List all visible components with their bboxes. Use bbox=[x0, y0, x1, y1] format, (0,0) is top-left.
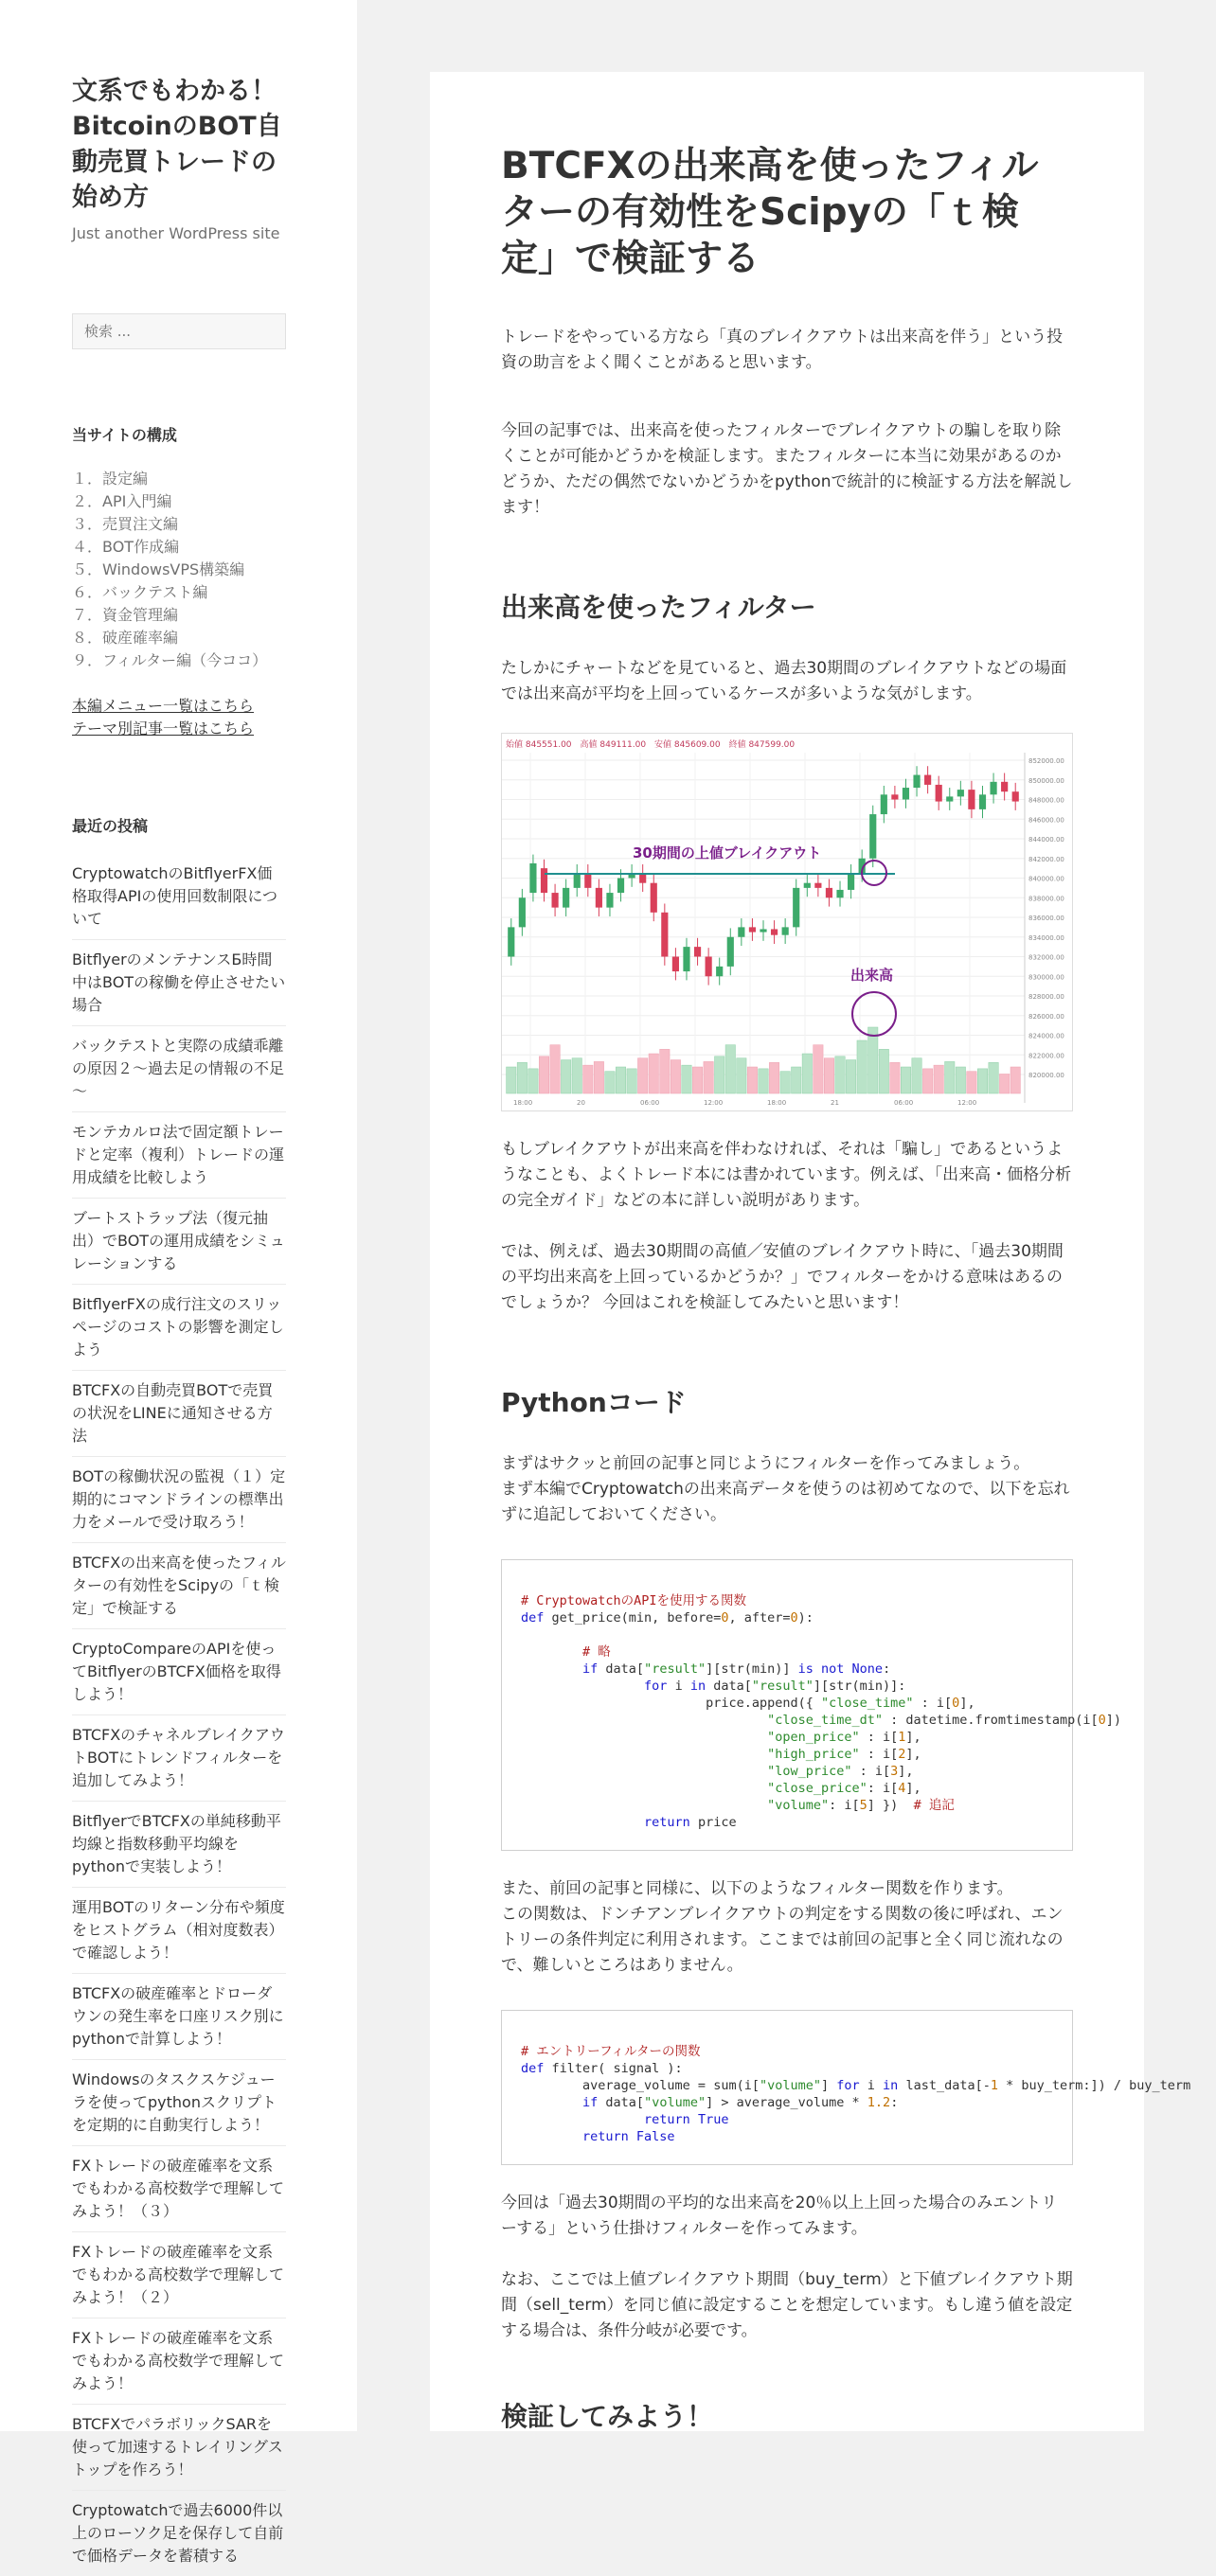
recent-post-link[interactable]: BTCFXでパラボリックSARを使って加速するトレイリングストップを作ろう！ bbox=[72, 2404, 286, 2490]
candle-down bbox=[551, 893, 558, 908]
volume-bar bbox=[956, 1067, 965, 1093]
menu-item[interactable]: ２．API入門編 bbox=[72, 492, 172, 510]
recent-post-link[interactable]: FXトレードの破産確率を文系でもわかる高校数学で理解してみよう！（３） bbox=[72, 2145, 286, 2231]
candle-up bbox=[683, 947, 689, 971]
theme-articles-link[interactable]: テーマ別記事一覧はこちら bbox=[72, 720, 255, 737]
volume-bar bbox=[660, 1050, 670, 1094]
x-tick-label: 20 bbox=[577, 1099, 585, 1108]
candle-down bbox=[968, 790, 975, 809]
candle-up bbox=[563, 888, 569, 908]
volume-bar bbox=[792, 1067, 801, 1093]
recent-post-link[interactable]: BTCFXの出来高を使ったフィルターの有効性をScipyの「ｔ検定」で検証する bbox=[72, 1542, 286, 1628]
candle-up bbox=[782, 928, 789, 935]
volume-bar bbox=[561, 1060, 570, 1093]
volume-bar bbox=[977, 1069, 987, 1093]
y-tick-label: 822000.00 bbox=[1028, 1052, 1064, 1060]
volume-bar bbox=[846, 1060, 855, 1093]
volume-bar bbox=[912, 1058, 921, 1093]
y-tick-label: 836000.00 bbox=[1028, 915, 1064, 923]
candle-down bbox=[694, 947, 701, 956]
section-heading-verify: 検証してみよう！ bbox=[501, 2401, 714, 2433]
volume-bar bbox=[857, 1040, 867, 1093]
candle-up bbox=[738, 928, 744, 937]
volume-bar bbox=[879, 1050, 888, 1094]
volume-bar bbox=[737, 1058, 746, 1093]
paragraph: 今回は「過去30期間の平均的な出来高を20％以上上回った場合のみエントリーする」という仕掛けフィルターを作ってみます。 bbox=[501, 2194, 1058, 2239]
volume-bar bbox=[967, 1072, 976, 1093]
candle-up bbox=[574, 874, 581, 889]
menu-item[interactable]: ８．破産確率編 bbox=[72, 629, 179, 647]
site-title[interactable]: 文系でもわかる！BitcoinのBOT自動売買トレードの始め方 bbox=[72, 77, 282, 212]
volume-bar bbox=[759, 1069, 768, 1093]
y-tick-label: 830000.00 bbox=[1028, 973, 1064, 982]
y-tick-label: 834000.00 bbox=[1028, 934, 1064, 942]
menu-links bbox=[72, 695, 285, 740]
candle-down bbox=[936, 785, 942, 802]
candle-up bbox=[881, 795, 887, 815]
candle-up bbox=[804, 883, 811, 888]
x-tick-label: 21 bbox=[831, 1099, 839, 1108]
candle-down bbox=[661, 913, 668, 957]
recent-post-link[interactable]: モンテカルロ法で固定額トレードと定率（複利）トレードの運用成績を比較しよう bbox=[72, 1111, 286, 1198]
recent-post-link[interactable]: バックテストと実際の成績乖離の原因２～過去足の情報の不足～ bbox=[72, 1025, 286, 1111]
recent-posts-list bbox=[72, 862, 286, 2576]
candle-down bbox=[651, 883, 657, 913]
volume-bar bbox=[814, 1045, 823, 1093]
x-tick-label: 06:00 bbox=[640, 1099, 660, 1108]
volume-bar bbox=[989, 1063, 998, 1094]
candle-up bbox=[946, 797, 953, 802]
recent-post-link[interactable]: BitflyerのメンテナンスБ時間中はBOTの稼働を停止させたい場合 bbox=[72, 939, 286, 1025]
y-tick-label: 838000.00 bbox=[1028, 895, 1064, 903]
recent-posts-title: 最近の投稿 bbox=[72, 817, 149, 835]
volume-annotation: 出来高 bbox=[850, 967, 894, 985]
menu-item[interactable]: ６．バックテスト編 bbox=[72, 583, 208, 601]
volume-bar bbox=[1010, 1067, 1020, 1093]
volume-bar bbox=[945, 1062, 955, 1094]
volume-bar bbox=[682, 1065, 691, 1093]
breakout-annotation: 30期間の上値ブレイクアウト bbox=[633, 844, 822, 862]
candle-down bbox=[826, 888, 832, 897]
y-tick-label: 826000.00 bbox=[1028, 1013, 1064, 1021]
volume-bar bbox=[528, 1069, 538, 1093]
recent-post-link[interactable]: FXトレードの破産確率を文系でもわかる高校数学で理解してみよう！ bbox=[72, 2318, 286, 2404]
paragraph: もしブレイクアウトが出来高を伴わなければ、それは「騙し」であるというようなことも、よくトレード本には書かれています。例えば、「出来高・価格分析の完全ガイド」などの本に詳しい説明があります。 bbox=[501, 1140, 1072, 1211]
y-tick-label: 844000.00 bbox=[1028, 836, 1064, 844]
volume-bar bbox=[671, 1060, 680, 1093]
volume-bar bbox=[507, 1067, 516, 1093]
site-structure-list bbox=[72, 468, 285, 672]
volume-bar bbox=[868, 1027, 878, 1093]
x-tick-label: 18:00 bbox=[767, 1099, 787, 1108]
y-tick-label: 840000.00 bbox=[1028, 875, 1064, 883]
volume-bar bbox=[692, 1067, 702, 1093]
y-tick-label: 850000.00 bbox=[1028, 777, 1064, 785]
candle-down bbox=[1012, 791, 1019, 801]
recent-post-link[interactable]: 運用BOTのリターン分布や頻度をヒストグラム（相対度数表）で確認しよう！ bbox=[72, 1887, 286, 1973]
y-tick-label: 848000.00 bbox=[1028, 796, 1064, 805]
volume-bar bbox=[594, 1062, 603, 1094]
candle-up bbox=[727, 937, 734, 967]
menu-item[interactable]: ３．売買注文編 bbox=[72, 515, 179, 533]
y-tick-label: 842000.00 bbox=[1028, 856, 1064, 863]
candle-up bbox=[903, 788, 909, 799]
candle-down bbox=[672, 957, 679, 972]
candle-up bbox=[760, 930, 766, 933]
volume-bar bbox=[616, 1067, 625, 1093]
recent-post-link[interactable]: Cryptowatchで過去6000件以上のローソク足を保存して自前で価格データを蓄積する bbox=[72, 2490, 286, 2576]
candle-up bbox=[793, 888, 799, 928]
candle-up bbox=[606, 893, 613, 908]
intro-paragraph: トレードをやっている方なら「真のブレイクアウトは出来高を伴う」という投資の助言をよく聞くことがあると思います。 bbox=[501, 328, 1064, 373]
paragraph: なお、ここでは上値ブレイクアウト期間（buy_term）と下値ブレイクアウト期間（sell_term）を同じ値に設定することを想定しています。もし違う値を設定する場合は、条件分岐が必要です。 bbox=[501, 2270, 1073, 2341]
volume-bar bbox=[714, 1057, 724, 1093]
candle-up bbox=[990, 782, 996, 794]
candle-down bbox=[924, 775, 931, 785]
x-tick-label: 12:00 bbox=[704, 1099, 724, 1108]
volume-bar bbox=[922, 1069, 932, 1093]
volume-bar bbox=[627, 1069, 636, 1093]
volume-bar bbox=[747, 1067, 757, 1093]
x-tick-label: 18:00 bbox=[513, 1099, 533, 1108]
post-title: BTCFXの出来高を使ったフィルターの有効性をScipyの「ｔ検定」で検証する bbox=[501, 145, 1039, 280]
recent-post-link[interactable]: CryptoCompareのAPIを使ってBitflyerのBTCFX価格を取得しよう！ bbox=[72, 1628, 286, 1714]
volume-bar bbox=[890, 1063, 900, 1094]
volume-bar bbox=[637, 1058, 647, 1093]
candle-down bbox=[771, 930, 778, 935]
recent-post-link[interactable]: BTCFXのチャネルブレイクアウトBOTにトレンドフィルターを追加してみよう！ bbox=[72, 1714, 286, 1801]
recent-post-link[interactable]: BitflyerFXの成行注文のスリッページのコストの影響を測定しよう bbox=[72, 1284, 286, 1370]
candle-up bbox=[716, 967, 723, 976]
x-tick-label: 12:00 bbox=[957, 1099, 977, 1108]
candle-down bbox=[1001, 782, 1008, 791]
volume-bar bbox=[539, 1057, 548, 1093]
candle-down bbox=[749, 928, 756, 933]
recent-post-link[interactable]: BitflyerでBTCFXの単純移動平均線と指数移動平均線をpythonで実装しよう！ bbox=[72, 1801, 286, 1887]
candle-down bbox=[596, 888, 602, 908]
paragraph: また、前回の記事と同様に、以下のようなフィルター関数を作ります。 この関数は、ドンチアンブレイクアウトの判定をする関数の後に呼ばれ、エントリーの条件判定に利用されます。ここまでは前回の記事と全く同じ流れなので、難しいところはありません。 bbox=[501, 1879, 1064, 1976]
candle-down bbox=[541, 868, 547, 893]
candle-down bbox=[584, 874, 591, 889]
volume-bar bbox=[769, 1063, 778, 1094]
search-input[interactable] bbox=[72, 313, 286, 349]
sidebar bbox=[0, 0, 357, 2565]
candle-down bbox=[706, 957, 712, 977]
y-tick-label: 852000.00 bbox=[1028, 757, 1064, 766]
code-block-get-price: # CryptowatchのAPIを使用する関数 def get_price(min, before=0, after=0): # 略 if data["result"][str(min)] is not None: for i in data["result"][str(min)]: price.append({ "close_time" : i[0], "close_time_dt" : datetime.fromtimestamp(i[0]) "open_price" : i[1], "high_price" : i[2], "low_price" : i[3], "close_price": i[4], "volume": i[5] }) # 追記 return price bbox=[501, 1559, 1073, 1851]
volume-bar bbox=[517, 1063, 527, 1094]
recent-post-link[interactable]: FXトレードの破産確率を文系でもわかる高校数学で理解してみよう！（２） bbox=[72, 2231, 286, 2318]
section-heading-filter: 出来高を使ったフィルター bbox=[501, 592, 816, 624]
candle-up bbox=[529, 863, 536, 893]
candle-up bbox=[979, 795, 986, 810]
candle-up bbox=[836, 890, 843, 897]
candle-down bbox=[814, 883, 821, 888]
menu-item[interactable]: ９．フィルター編（今ココ） bbox=[72, 651, 268, 669]
recent-post-link[interactable]: ブートストラップ法（復元抽出）でBOTの運用成績をシミュレーションする bbox=[72, 1198, 286, 1284]
volume-bar bbox=[901, 1067, 910, 1093]
volume-bar bbox=[999, 1075, 1009, 1094]
recent-post-link[interactable]: BTCFXの破産確率とドローダウンの発生率を口座リスク別にpythonで計算しよう！ bbox=[72, 1973, 286, 2059]
paragraph: では、例えば、過去30期間の高値／安値のブレイクアウト時に、「過去30期間の平均出来高を上回っているかどうか？」でフィルターをかける意味はあるのでしょうか？ 今回はこれを検証してみたいと思います！ bbox=[501, 1242, 1064, 1313]
y-tick-label: 846000.00 bbox=[1028, 816, 1064, 825]
y-tick-label: 832000.00 bbox=[1028, 953, 1064, 962]
menu-item[interactable]: ５．WindowsVPS構築編 bbox=[72, 560, 245, 578]
candlestick-chart-svg bbox=[502, 734, 1072, 1110]
paragraph: まずはサクッと前回の記事と同じようにフィルターを作ってみましょう。 まず本編でCryptowatchの出来高データを使うのは初めてなので、以下を忘れずに追記しておいてください。 bbox=[501, 1454, 1070, 1525]
article bbox=[430, 72, 1191, 2433]
volume-bar bbox=[605, 1072, 615, 1093]
menu-item[interactable]: ７．資金管理編 bbox=[72, 606, 179, 624]
menu-item[interactable]: １．設定編 bbox=[72, 470, 149, 488]
chart-ohlc-header: 始値 845551.00 高値 849111.00 安値 845609.00 終値 847599.00 bbox=[506, 740, 796, 751]
volume-bar bbox=[780, 1072, 790, 1093]
candle-up bbox=[957, 790, 964, 796]
volume-bar bbox=[572, 1058, 581, 1093]
candle-up bbox=[508, 928, 514, 957]
volume-bar bbox=[934, 1065, 943, 1093]
candle-up bbox=[519, 898, 526, 928]
menu-widget-title: 当サイトの構成 bbox=[72, 426, 177, 444]
candle-up bbox=[913, 775, 920, 788]
code-block-filter: # エントリーフィルターの関数 def filter( signal ): average_volume = sum(i["volume"] for i in last_data[-1 * buy_term:]) / buy_term if data["volume"] > average_volume * 1.2: return True return False bbox=[501, 2010, 1073, 2165]
candle-up bbox=[869, 814, 876, 859]
paragraph: たしかにチャートなどを見ていると、過去30期間のブレイクアウトなどの場面では出来高が平均を上回っているケースが多いような気がします。 bbox=[501, 659, 1067, 704]
candle-down bbox=[891, 795, 898, 800]
candle-up bbox=[617, 879, 624, 894]
volume-bar bbox=[550, 1045, 560, 1093]
volume-bar bbox=[704, 1062, 713, 1094]
x-tick-label: 06:00 bbox=[894, 1099, 914, 1108]
recent-post-link[interactable]: BOTの稼働状況の監視（１）定期的にコマンドラインの標準出力をメールで受け取ろう！ bbox=[72, 1456, 286, 1542]
y-tick-label: 820000.00 bbox=[1028, 1072, 1064, 1080]
paragraph: 今回の記事では、出来高を使ったフィルターでブレイクアウトの騙しを取り除くことが可能かどうかを検証します。またフィルターに本当に効果があるのかどうか、ただの偶然でないかどうかをpythonで統計的に検証する方法を解説します！ bbox=[501, 421, 1073, 518]
volume-bar bbox=[649, 1054, 658, 1093]
volume-bar bbox=[802, 1054, 812, 1093]
candlestick-chart-image bbox=[501, 733, 1073, 1111]
site-description: Just another WordPress site bbox=[72, 224, 280, 242]
candle-up bbox=[848, 874, 854, 891]
menu-item[interactable]: ４．BOT作成編 bbox=[72, 538, 180, 556]
volume-bar bbox=[583, 1065, 593, 1093]
recent-post-link[interactable]: CryptowatchのBitflyerFX価格取得APIの使用回数制限について bbox=[72, 864, 277, 928]
volume-bar bbox=[824, 1058, 833, 1093]
main-menu-link[interactable]: 本編メニュー一覧はこちら bbox=[72, 697, 255, 715]
y-tick-label: 824000.00 bbox=[1028, 1032, 1064, 1040]
section-heading-python: Pythonコード bbox=[501, 1387, 687, 1419]
recent-post-link[interactable]: Windowsのタスクスケジューラを使ってpythonスクリプトを定期的に自動実行しよう！ bbox=[72, 2059, 286, 2145]
volume-bar bbox=[835, 1057, 845, 1093]
volume-bar bbox=[725, 1045, 735, 1093]
y-tick-label: 828000.00 bbox=[1028, 993, 1064, 1002]
recent-post-link[interactable]: BTCFXの自動売買BOTで売買の状況をLINEに通知させる方法 bbox=[72, 1370, 286, 1456]
